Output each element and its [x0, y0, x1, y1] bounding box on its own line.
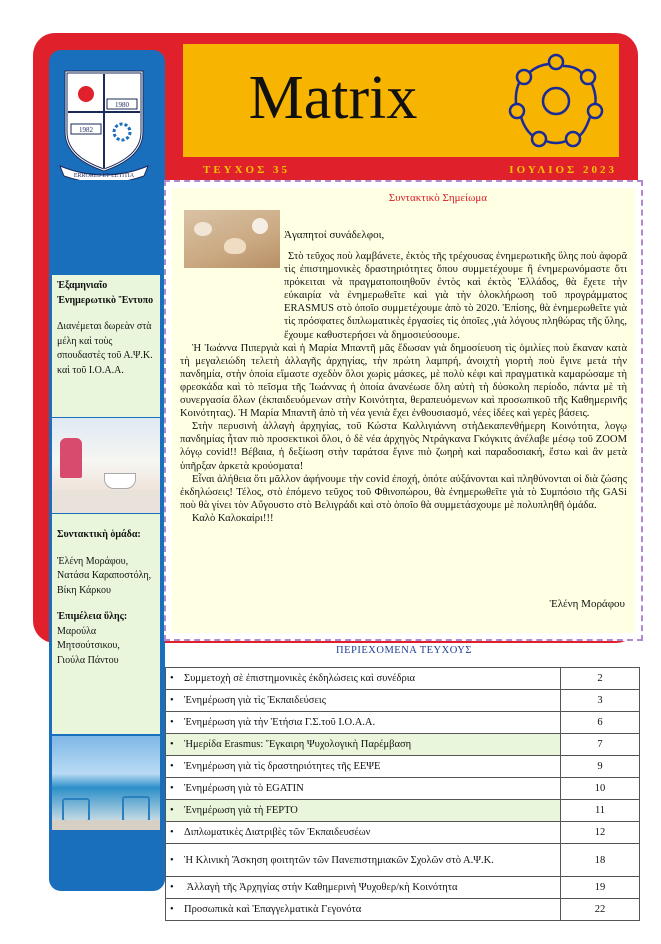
sidebar-team-box	[52, 514, 160, 734]
toc-page: 19	[561, 877, 640, 899]
toc-page: 7	[561, 734, 640, 756]
toc-label: Ἐνημέρωση γιὰ τὶς Ἐκπαιδεύσεις	[184, 695, 326, 706]
newsletter-title: Matrix	[248, 64, 418, 132]
toc-page: 12	[561, 822, 640, 844]
toc-table	[165, 667, 640, 921]
toc-label: Ἐνημέρωση γιὰ τὸ EGATIN	[184, 783, 304, 794]
material-team-member: Γιούλα Πάντου	[57, 654, 119, 666]
sidebar-about-heading: Ἑξαμηνιαῖο Ἐνημερωτικὸ Ἔντυπο	[57, 280, 154, 306]
ring-of-figures-logo	[505, 52, 607, 150]
toc-page: 22	[561, 899, 640, 921]
toc-row[interactable]: • Ἐνημέρωση γιὰ τὶς δραστηριότητες τῆς ΕΕΨΕ 9	[166, 756, 640, 778]
editorial-paragraph: Στὴν περυσινὴ ἀλλαγὴ ἀρχηγίας, τοῦ Κώστα Καλλιγιάννη στὴΔεκαπενθήμερη Κοινότητα, λογῳ πανδημίας ἦταν πιὸ προσεκτικοὶ ὅλοι, ὁ δὲ νέα ἀρχηγὸς Ντράγκανα Γκόγκιτς ἀνέλαβε μέσῳ τοῦ ZOOM λόγῳ covid!! Βέβαια, ἡ δεξίωση στὴν ταράτσα ἔγινε πιὸ ζωηρὴ καὶ παραδοσιακή, ἔστω καὶ ἂν μετὰ ὑπῆρξαν ἀρκετὰ κρούσματα!	[180, 421, 627, 472]
toc-page: 6	[561, 712, 640, 734]
crest-year-2: 1982	[79, 126, 93, 134]
toc-row[interactable]: • Ἐνημέρωση γιὰ τὸ EGATIN 10	[166, 778, 640, 800]
toc-row[interactable]: • Διπλωματικὲς Διατριβὲς τῶν Ἐκπαιδευσέων 12	[166, 822, 640, 844]
toc-row[interactable]: • Ἐνημέρωση γιὰ τὴν Ἐτήσια Γ.Σ.τοῦ Ι.Ο.Α.Α. 6	[166, 712, 640, 734]
toc-page: 11	[561, 800, 640, 822]
editorial-team-member: Νατάσα Καραποστόλη,	[57, 570, 152, 581]
toc-row[interactable]: • Ἐνημέρωση γιὰ τὶς Ἐκπαιδεύσεις 3	[166, 690, 640, 712]
sidebar-about-box	[52, 275, 160, 417]
toc-row[interactable]: • Ἡμερίδα Erasmus: Ἔγκαιρη Ψυχολογικὴ Παρέμβαση 7	[166, 734, 640, 756]
editorial-team-member: Ἐλένη Μοράφου,	[57, 555, 129, 567]
toc-label: Διπλωματικὲς Διατριβὲς τῶν Ἐκπαιδευσέων	[184, 827, 371, 838]
material-team-heading: Ἐπιμέλεια ὕλης:	[57, 611, 128, 622]
sidebar-about-text: Διανέμεται δωρεὰν στὰ μέλη καὶ τοὺς σπουδαστὲς τοῦ Α.Ψ.Κ. καὶ τοῦ Ι.Ο.Α.Α.	[57, 321, 153, 376]
crest-logo	[58, 62, 150, 180]
issue-bar	[183, 161, 619, 179]
sidebar-photo-sea	[52, 736, 160, 830]
toc-row[interactable]: • Ἐνημέρωση γιὰ τὴ FEPTO 11	[166, 800, 640, 822]
toc-label: Ἀλλαγὴ τῆς Ἀρχηγίας στὴν Καθημερινὴ Ψυχοθερ/κὴ Κοινότητα	[184, 882, 458, 893]
toc-label: Ἐνημέρωση γιὰ τὶς δραστηριότητες τῆς ΕΕΨΕ	[184, 761, 381, 772]
toc-page: 9	[561, 756, 640, 778]
toc-label: Ἐνημέρωση γιὰ τὴ FEPTO	[184, 805, 298, 816]
toc-row[interactable]: • Ἀλλαγὴ τῆς Ἀρχηγίας στὴν Καθημερινὴ Ψυχοθερ/κὴ Κοινότητα 19	[166, 877, 640, 899]
toc-label: Συμμετοχὴ σὲ ἐπιστημονικὲς ἐκδηλώσεις καὶ συνέδρια	[184, 673, 416, 684]
toc-row[interactable]: • Ἡ Κλινικὴ Ἄσκηση φοιτητῶν τῶν Πανεπιστημιακῶν Σχολῶν στὸ Α.Ψ.Κ. 18	[166, 844, 640, 877]
editorial-greeting: Ἀγαπητοί συνάδελφοι,	[284, 229, 385, 241]
toc-page: 3	[561, 690, 640, 712]
crest-motto: ERRORES ET LETITIA	[73, 173, 135, 179]
toc-page: 2	[561, 668, 640, 690]
editorial-paragraph: Εἶναι ἀλήθεια ὅτι μᾶλλον ἀφήνουμε τὴν covid ἐποχή, ὁπότε αὐξάνονται καὶ πληθύνονται οἱ διὰ ζώσης ἐκδηλώσεις! Τέλος, στὸ ἑπόμενο τεῦχος τοῦ Φθινοπώρου, θὰ ἐνημερωθεῖτε γιὰ τὸ Συμπόσιο τῆς GASi ποὺ θὰ γίνει τὸν Αὔγουστο στὸ Βελιγράδι καὶ στὸ ὁποῖο θὰ συμμετάσχουμε μὲ πολυπληθῆ ὁμάδα.	[180, 473, 627, 511]
material-team-member: Μαρούλα Μητσούτσικου,	[57, 625, 120, 651]
toc-row[interactable]: • Συμμετοχὴ σὲ ἐπιστημονικὲς ἐκδηλώσεις καὶ συνέδρια 2	[166, 668, 640, 690]
toc-label: Ἡ Κλινικὴ Ἄσκηση φοιτητῶν τῶν Πανεπιστημιακῶν Σχολῶν στὸ Α.Ψ.Κ.	[184, 854, 494, 866]
toc-row[interactable]: • Προσωπικὰ καὶ Ἐπαγγελματικὰ Γεγονότα 22	[166, 899, 640, 921]
editorial-panel	[164, 180, 643, 641]
editorial-body	[180, 250, 627, 525]
sidebar-photo-balcony	[52, 418, 160, 513]
editorial-paragraph: Καλὸ Καλοκαίρι!!!	[192, 512, 274, 524]
toc-label: Προσωπικὰ καὶ Ἐπαγγελματικὰ Γεγονότα	[184, 904, 362, 915]
editorial-heading: Συντακτικὸ Σημείωμα	[388, 192, 487, 204]
toc-label: Ἐνημέρωση γιὰ τὴν Ἐτήσια Γ.Σ.τοῦ Ι.Ο.Α.Α.	[184, 717, 376, 728]
editorial-signature: Ἐλένη Μοράφου	[549, 598, 625, 610]
toc-label: Ἡμερίδα Erasmus: Ἔγκαιρη Ψυχολογικὴ Παρέμβαση	[184, 739, 412, 750]
toc-heading: ΠΕΡΙΕΧΟΜΕΝΑ ΤΕΥΧΟΥΣ	[336, 645, 472, 656]
issue-date: ΙΟΥΛΙΟΣ 2023	[509, 164, 617, 176]
editorial-paragraph: Στὸ τεῦχος ποὺ λαμβάνετε, ἐκτὸς τῆς τρέχουσας ἐνημερωτικῆς ὕλης ποὺ ἀφορᾶ τὶς ἐπιστημονικὲς δραστηριότητες ὅπου συμμετέχουμε ἢ ἐνημερωνόμαστε ὅτι πρόκειται νὰ πραγματοποιηθοῦν ἐντὸς καὶ ἐκτὸς Ἑλλάδος, θὰ ἔχετε τὴν εὐκαιρία νὰ ἐνημερωθεῖτε καὶ γιὰ τὴν ὁλοκλήρωση τοῦ προγράμματος ERASMUS στὸ ὁποῖο συμμετέχουμε ἀπὸ τὸ 2020. Ἐπίσης, θὰ ἐνημερωθεῖτε γιὰ τὶς πρόσφατες διπλωματικὲς ἐργασίες τὶς ὁποῖες ,γιὰ λόγους πληθώρας τῆς ὕλης, ἔχουμε καθυστερήσει νὰ δημοσιεύσουμε.	[284, 251, 627, 341]
editorial-team-member: Βίκη Κάρκου	[57, 584, 111, 596]
toc-page: 18	[561, 844, 640, 877]
editorial-paragraph: Ἡ Ἰωάννα Πιπεργιὰ καὶ ἡ Μαρία Μπαντῆ μᾶς ἔδωσαν γιὰ δημοσίευση τὶς ὁμιλίες ποὺ ἔκαναν κατὰ τὴ μεγαλειώδη τελετὴ ἀλλαγῆς ἀρχηγίας, τὴν πρώτη λαμπρή, ἀνοιχτὴ γιορτὴ ποὺ ἔγινε μετὰ τὴν πανδημία, στὴν ὁποία εἴμαστε σχεδὸν ὅλοι χωρὶς μάσκες, μὲ πολὺ κέφι καὶ πραγματικὰ καμαρώσαμε τὴ φρεσκάδα καὶ τὸ πεῖσμα τῆς Ἰωάννας ἡ ὁποία ἀνανέωσε ὅλη αὐτὴ τὴ δύσκολη περίοδο, πάντα μὲ τὴ συνεργασία ὅλων (ἐκπαιδευόμενων στὴν Κοινότητα, θεραπευόμενων καὶ προσωπικοῦ τῆς Καθημερινῆς Κοινότητας). Ἡ Μαρία Μπαντῆ ἀπὸ τὴ νέα γενιὰ ἔχει ἐνθουσιασμό, νέες ἰδέες καὶ γερὲς βάσεις.	[180, 342, 627, 420]
editorial-team-heading: Συντακτικὴ ὁμάδα:	[57, 529, 141, 540]
toc-page: 10	[561, 778, 640, 800]
crest-year-1: 1980	[115, 101, 129, 109]
issue-number: ΤΕΥΧΟΣ 35	[203, 164, 291, 176]
